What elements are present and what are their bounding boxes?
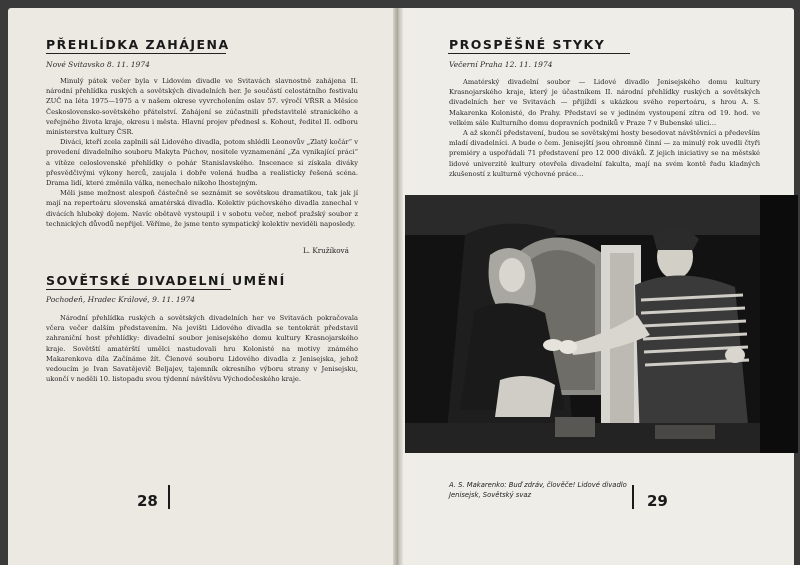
article3-body [449,77,760,179]
article2-source: Pochodeň, Hradec Králové, 9. 11. 1974 [46,295,196,304]
article1-paragraph-3: Měli jsme možnost alespoň částečně se seznámit se sovětskou dramatikou, tak jak jí mají na repertoáru slovenská amatérská divadla. Kolektiv púchovského divadla zanechal v divácích hluboký dojem. Navíc obětavě vystoupil i v sobotu večer, neboť pražský soubor z technických důvodů nepřijel. Věříme, že jsme tento sympatický kolektiv neviděli naposledy. [46,189,358,228]
page-number-left: 28 [137,492,158,510]
folio-bar-right [632,485,634,509]
article3-source: Večerní Praha 12. 11. 1974 [449,60,553,69]
stage-photo-image [405,195,798,453]
book-gutter [393,8,403,565]
article2-body [46,313,358,384]
article2-paragraph-1: Národní přehlídka ruských a sovětských divadelních her ve Svitavách pokračovala včera večer dalším představením. Na jevišti Lidového divadla se tentokrát představil zahraniční host přehlídky: divadelní soubor jenisejského domu kultury Krasnojarského kraje. Sovětští amatérští umělci nastudovali hru Kolonisté na motivy známého Makarenkova díla Začínáme žít. Členové souboru Lidového divadla z Jenisejska, jehož vedoucím je Ivan Savatějevič Beljajev, tajemník okresního výboru strany v Jenisejsku, ukončí v neděli 10. listopadu svou týdenní návštěvu Východočeského kraje. [46,314,358,384]
page-number-right: 29 [647,492,668,510]
article1-title-rule [46,53,226,54]
article3-title-rule [448,53,630,54]
article1-title: PŘEHLÍDKA ZAHÁJENA [46,37,230,52]
article2-title-rule [46,289,231,290]
article1-paragraph-1: Minulý pátek večer byla v Lidovém divadle ve Svitavách slavnostně zahájena II. národní přehlídka ruských a sovětských divadelních her. Je součástí celostátního festivalu ZUČ na léta 1975—1975 a v našem okrese vyvrcholením oslav 57. výročí VŘSR a Měsíce Československo-sovětského přátelství. Zahájení se zúčastnili představitelé stranického a veřejného života kraje, okresu i města. Hlavní projev přednesl s. Kohout, ředitel II. odboru ministerstva kultury ČSR. [46,77,358,137]
folio-bar-left [168,485,170,509]
photo-caption: A. S. Makarenko: Buď zdráv, člověče! Lidové divadlo Jenisejsk, Sovětský svaz [449,481,627,499]
article1-source: Nové Svitavsko 8. 11. 1974 [46,60,150,69]
article1-signature: L. Kružíková [303,246,349,255]
article3-paragraph-2: A až skončí představení, budou se sovětskými hosty besedovat návštěvníci a především mladí divadelníci. A bude o čem. Jenisejští jsou ohromně činní — za minulý rok uvedli čtyři premiéry a uspořádali 71 představení pro 12 000 diváků. Z jejich iniciativy se na městské lidové univerzitě kultury otevřela divadelní fakulta, mají na svém kontě řadu kladných zkušeností z kulturně výchovné práce… [449,129,760,178]
article2-title: SOVĚTSKÉ DIVADELNÍ UMĚNÍ [46,273,286,288]
article1-paragraph-2: Diváci, kteří zcela zaplnili sál Lidového divadla, potom shlédli Leonovův „Zlatý kočár“ v provedení divadelního souboru Makyta Púchov, nositele vyznamenání „Za vynikající práci“ a vítěze celoslovenské přehlídky o pohár Stanislavského. Inscenace si získala diváky přesvědčivými výkony herců, zaujala i dobře volená hudba a realisticky řešená scéna. Drama lidí, které změnila válka, nenechalo nikoho lhostejným. [46,138,358,188]
article3-title: PROSPĚŠNÉ STYKY [449,37,606,52]
stage-photo [405,195,798,453]
article3-paragraph-1: Amatérský divadelní soubor — Lidové divadlo Jenisejského domu kultury Krasnojarského kraje, který je účastníkem II. národní přehlídky ruských a sovětských divadelních her ve Svitavách — přijíždí s ukázkou svého repertoáru, s hrou A. S. Makarenka Kolonisté, do Prahy. Představí se v jediném vystoupení zítra od 19. hod. ve velkém sále Kulturního domu dopravních podniků v Praze 7 v Bubenské ulici… [449,78,760,127]
article1-body [46,76,358,229]
